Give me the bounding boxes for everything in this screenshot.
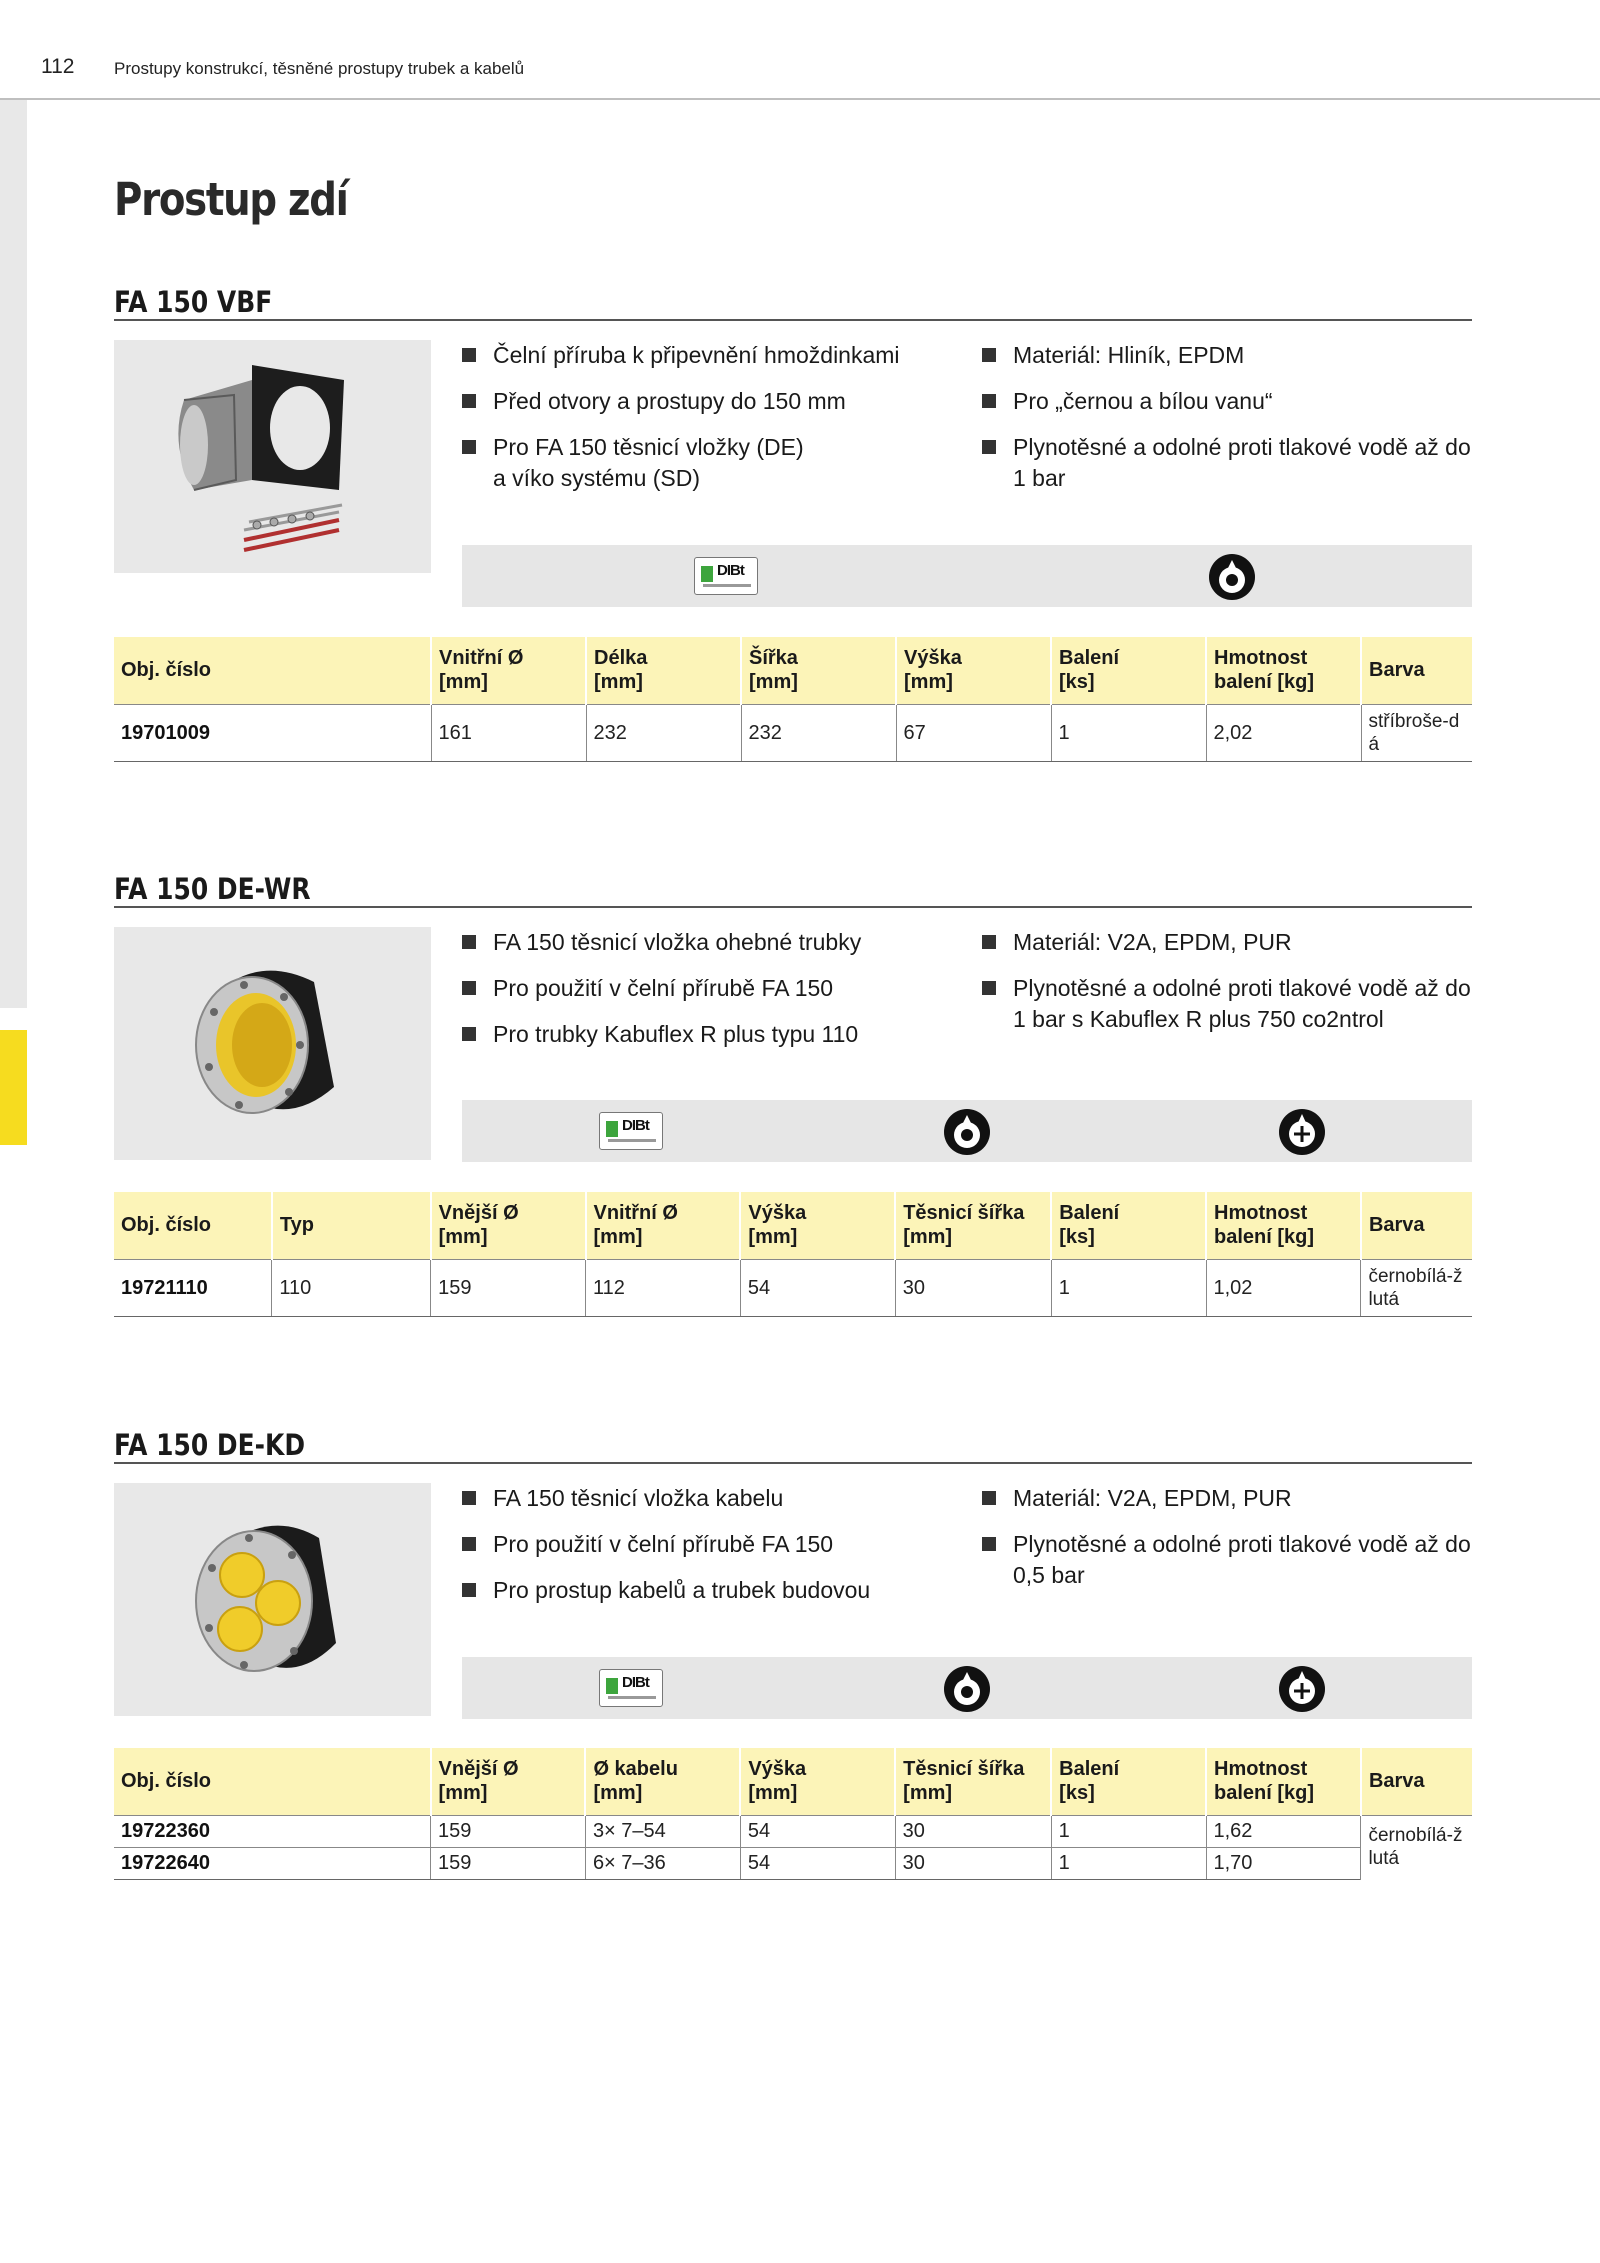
column-header: Typ [272, 1192, 431, 1259]
column-header: Obj. číslo [114, 1192, 272, 1259]
page-number: 112 [41, 55, 75, 78]
feature-item: Pro prostup kabelů a trubek budovou [462, 1575, 972, 1606]
feature-item: Pro použití v čelní přírubě FA 150 [462, 1529, 972, 1560]
gas-tight-icon [1277, 1664, 1327, 1714]
column-header: Těsnicí šířka [mm] [895, 1192, 1051, 1259]
table-cell: 2,02 [1206, 704, 1361, 761]
product-title: FA 150 VBF [114, 285, 273, 319]
bullet-icon [982, 1491, 996, 1505]
feature-list-left [462, 1483, 972, 1621]
table-cell: 30 [895, 1847, 1051, 1879]
side-margin-strip [0, 100, 27, 1008]
water-pressure-icon [942, 1107, 992, 1157]
table-cell: 110 [272, 1259, 431, 1316]
certification-icon-band [462, 1100, 1472, 1162]
column-header: Barva [1361, 1748, 1472, 1815]
color-cell: černobílá-žlutá [1361, 1259, 1472, 1316]
column-header: Výška [mm] [740, 1748, 895, 1815]
product-rule [114, 906, 1472, 908]
bullet-icon [982, 935, 996, 949]
table-cell: 6× 7–36 [585, 1847, 740, 1879]
column-header: Délka [mm] [586, 637, 741, 704]
bullet-icon [462, 1537, 476, 1551]
product-rule [114, 1462, 1472, 1464]
table-cell: 159 [431, 1847, 586, 1879]
bullet-icon [982, 1537, 996, 1551]
column-header: Vnitřní Ø [mm] [586, 1192, 741, 1259]
order-number-cell: 19722640 [114, 1847, 431, 1879]
feature-list-right [982, 340, 1472, 509]
feature-list-left [462, 340, 972, 509]
bullet-icon [982, 394, 996, 408]
product-image-flange [114, 340, 431, 573]
table-cell: 30 [895, 1815, 1051, 1847]
table-cell: 1 [1051, 1259, 1206, 1316]
table-cell: 1,62 [1206, 1815, 1361, 1847]
water-pressure-icon [1207, 552, 1257, 602]
table-row [114, 1259, 1472, 1316]
table-cell: 1,02 [1206, 1259, 1361, 1316]
column-header: Výška [mm] [740, 1192, 895, 1259]
bullet-icon [462, 440, 476, 454]
feature-item: Materiál: V2A, EPDM, PUR [982, 927, 1472, 958]
feature-item: Pro FA 150 těsnicí vložky (DE) a víko systému (SD) [462, 432, 972, 494]
certification-icon-band [462, 1657, 1472, 1719]
bullet-icon [462, 1491, 476, 1505]
order-number-cell: 19722360 [114, 1815, 431, 1847]
color-cell: stříbroše-dá [1361, 704, 1472, 761]
chapter-tab-marker [0, 1030, 27, 1145]
table-cell: 1 [1051, 1815, 1206, 1847]
bullet-icon [462, 394, 476, 408]
table-cell: 54 [740, 1847, 895, 1879]
table-cell: 112 [586, 1259, 741, 1316]
spec-table [114, 1748, 1472, 1880]
column-header: Vnější Ø [mm] [431, 1192, 586, 1259]
section-title: Prostupy konstrukcí, těsněné prostupy trubek a kabelů [114, 59, 525, 78]
table-cell: 161 [431, 704, 586, 761]
gas-tight-icon [1277, 1107, 1327, 1157]
feature-item: Pro použití v čelní přírubě FA 150 [462, 973, 972, 1004]
color-cell: černobílá-žlutá [1361, 1815, 1472, 1879]
column-header: Ø kabelu [mm] [585, 1748, 740, 1815]
bullet-icon [462, 348, 476, 362]
feature-item: FA 150 těsnicí vložka kabelu [462, 1483, 972, 1514]
column-header: Hmotnost balení [kg] [1206, 1748, 1361, 1815]
table-header-row [114, 1192, 1472, 1259]
column-header: Šířka [mm] [741, 637, 896, 704]
column-header: Balení [ks] [1051, 637, 1206, 704]
feature-item: Čelní příruba k připevnění hmoždinkami [462, 340, 972, 371]
column-header: Barva [1361, 1192, 1472, 1259]
bullet-icon [462, 935, 476, 949]
bullet-icon [982, 981, 996, 995]
table-cell: 232 [586, 704, 741, 761]
product-image-cable-seal [114, 1483, 431, 1716]
column-header: Balení [ks] [1051, 1748, 1206, 1815]
bullet-icon [462, 1583, 476, 1597]
table-cell: 30 [895, 1259, 1051, 1316]
feature-item: Plynotěsné a odolné proti tlakové vodě až do 0,5 bar [982, 1529, 1472, 1591]
feature-item: Před otvory a prostupy do 150 mm [462, 386, 972, 417]
product-title: FA 150 DE-KD [114, 1428, 306, 1462]
feature-list-left [462, 927, 972, 1065]
bullet-icon [982, 440, 996, 454]
table-cell: 159 [431, 1259, 586, 1316]
column-header: Výška [mm] [896, 637, 1051, 704]
bullet-icon [462, 981, 476, 995]
column-header: Hmotnost balení [kg] [1206, 1192, 1361, 1259]
table-cell: 3× 7–54 [585, 1815, 740, 1847]
table-cell: 1 [1051, 1847, 1206, 1879]
feature-list-right [982, 927, 1472, 1050]
table-row [114, 1847, 1472, 1879]
table-cell: 67 [896, 704, 1051, 761]
table-cell: 1,70 [1206, 1847, 1361, 1879]
feature-item: Materiál: V2A, EPDM, PUR [982, 1483, 1472, 1514]
dibt-approval-icon: DIBt [599, 1112, 663, 1150]
spec-table [114, 637, 1472, 762]
column-header: Balení [ks] [1051, 1192, 1206, 1259]
order-number-cell: 19701009 [114, 704, 431, 761]
product-title: FA 150 DE-WR [114, 872, 311, 906]
table-row [114, 1815, 1472, 1847]
dibt-approval-icon: DIBt [694, 557, 758, 595]
certification-icon-band [462, 545, 1472, 607]
dibt-approval-icon: DIBt [599, 1669, 663, 1707]
feature-item: Pro „černou a bílou vanu“ [982, 386, 1472, 417]
table-header-row [114, 637, 1472, 704]
feature-item: Pro trubky Kabuflex R plus typu 110 [462, 1019, 972, 1050]
product-image-seal-insert [114, 927, 431, 1160]
feature-item: Plynotěsné a odolné proti tlakové vodě až do 1 bar s Kabuflex R plus 750 co2ntrol [982, 973, 1472, 1035]
feature-item: FA 150 těsnicí vložka ohebné trubky [462, 927, 972, 958]
table-cell: 54 [740, 1815, 895, 1847]
bullet-icon [462, 1027, 476, 1041]
table-header-row [114, 1748, 1472, 1815]
page-title: Prostup zdí [114, 173, 348, 226]
column-header: Obj. číslo [114, 637, 431, 704]
water-pressure-icon [942, 1664, 992, 1714]
feature-item: Materiál: Hliník, EPDM [982, 340, 1472, 371]
bullet-icon [982, 348, 996, 362]
page-header [0, 0, 1600, 100]
feature-item: Plynotěsné a odolné proti tlakové vodě až do 1 bar [982, 432, 1472, 494]
table-cell: 1 [1051, 704, 1206, 761]
column-header: Hmotnost balení [kg] [1206, 637, 1361, 704]
column-header: Barva [1361, 637, 1472, 704]
column-header: Obj. číslo [114, 1748, 431, 1815]
product-rule [114, 319, 1472, 321]
column-header: Vnější Ø [mm] [431, 1748, 586, 1815]
column-header: Vnitřní Ø [mm] [431, 637, 586, 704]
table-row [114, 704, 1472, 761]
spec-table [114, 1192, 1472, 1317]
feature-list-right [982, 1483, 1472, 1606]
table-cell: 232 [741, 704, 896, 761]
table-cell: 159 [431, 1815, 586, 1847]
table-cell: 54 [740, 1259, 895, 1316]
order-number-cell: 19721110 [114, 1259, 272, 1316]
column-header: Těsnicí šířka [mm] [895, 1748, 1051, 1815]
